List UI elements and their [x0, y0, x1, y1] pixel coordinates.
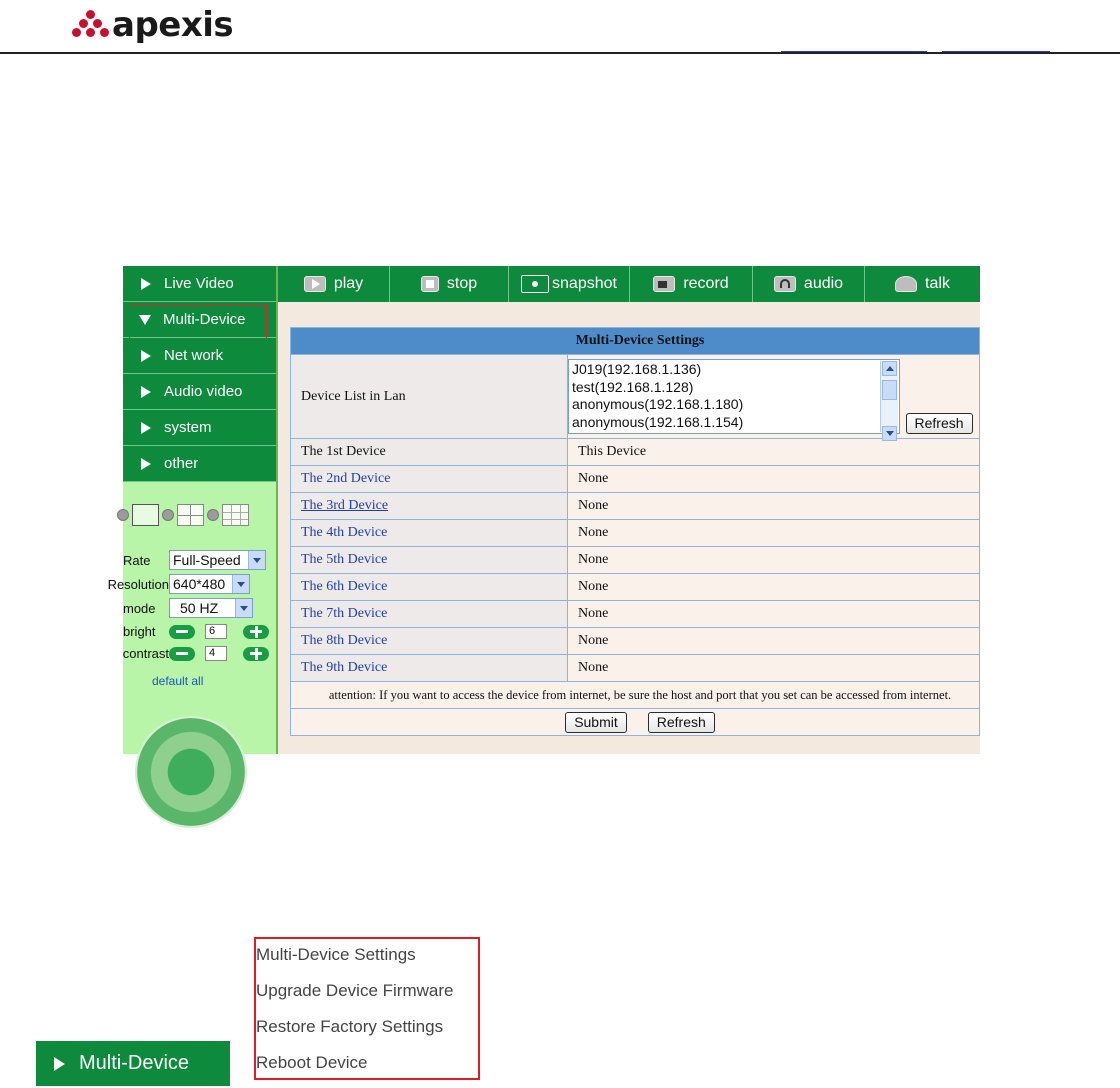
device-link[interactable]: The 2nd Device — [301, 471, 391, 486]
table-header — [291, 328, 980, 355]
device-label — [291, 574, 568, 601]
minus-icon[interactable] — [169, 647, 195, 661]
sidebar-item-label: Multi-Device — [79, 1052, 190, 1074]
table-row — [291, 547, 980, 574]
scroll-down-icon[interactable] — [882, 426, 897, 441]
sidebar-item-label: Multi-Device — [163, 311, 246, 328]
multi-device-settings-panel — [290, 327, 980, 736]
resolution-select[interactable] — [169, 574, 250, 594]
sidebar-item-multi-device[interactable] — [36, 1041, 230, 1086]
table-row — [291, 601, 980, 628]
refresh-list-button[interactable]: Refresh — [906, 413, 973, 434]
settings-title: Multi-Device Settings — [291, 328, 980, 355]
device-link[interactable]: The 8th Device — [301, 633, 388, 648]
apexis-logo — [72, 5, 234, 45]
attention-note: attention: If you want to access the device from internet, be sure the host and port that you set can be accessed from internet. — [291, 682, 980, 709]
play-icon — [304, 276, 326, 292]
device-value: None — [568, 574, 980, 601]
mode-label: mode — [123, 600, 156, 616]
scroll-thumb[interactable] — [882, 380, 897, 400]
resolution-label: Resolution — [107, 576, 169, 592]
audio-label: audio — [803, 275, 844, 292]
device-list-box[interactable] — [568, 359, 900, 434]
table-row — [291, 466, 980, 493]
minus-icon[interactable] — [169, 625, 195, 639]
resolution-value: 640*480 — [173, 576, 226, 592]
toolbar — [278, 266, 980, 302]
plus-icon[interactable] — [243, 625, 269, 639]
triangle-right-icon — [141, 422, 151, 434]
table-row — [291, 628, 980, 655]
view-layout-selector — [123, 499, 276, 531]
plus-icon[interactable] — [243, 647, 269, 661]
attention-row — [291, 682, 980, 709]
sidebar-item-other[interactable] — [123, 446, 276, 482]
snapshot-label: snapshot — [552, 275, 617, 292]
list-item[interactable]: anonymous(192.168.1.180) — [572, 396, 744, 412]
stop-icon — [421, 276, 439, 292]
bright-value[interactable]: 6 — [205, 624, 227, 639]
header-divider — [0, 52, 1120, 54]
device-list-cell — [568, 355, 980, 439]
triangle-right-icon — [141, 386, 151, 398]
logo-text: apexis — [112, 5, 234, 45]
stop-button[interactable] — [390, 266, 509, 302]
device-label — [291, 547, 568, 574]
single-view-icon[interactable] — [132, 504, 159, 526]
table-row — [291, 493, 980, 520]
resolution-control — [107, 574, 276, 594]
scroll-up-icon[interactable] — [882, 361, 897, 376]
device-link[interactable]: The 6th Device — [301, 579, 388, 594]
submenu-item-multi-device-settings[interactable]: Multi-Device Settings — [256, 945, 416, 964]
talk-label: talk — [925, 275, 950, 292]
device-link[interactable]: The 4th Device — [301, 525, 388, 540]
device-value: None — [568, 628, 980, 655]
sidebar-item-audio-video[interactable] — [123, 374, 276, 410]
submit-button[interactable]: Submit — [565, 712, 627, 733]
triangle-right-icon — [54, 1057, 65, 1071]
device-link[interactable]: The 5th Device — [301, 552, 388, 567]
record-label: record — [683, 275, 729, 292]
sidebar-item-label: Live Video — [164, 275, 234, 292]
sidebar-item-live-video[interactable] — [123, 266, 276, 302]
table-row — [291, 655, 980, 682]
multi-device-submenu — [254, 937, 480, 1080]
rate-select[interactable] — [169, 550, 266, 570]
bright-control — [123, 624, 276, 639]
scrollbar[interactable] — [880, 361, 898, 432]
sidebar-item-label: other — [164, 455, 199, 472]
action-cell — [291, 709, 980, 736]
chevron-down-icon — [232, 575, 249, 593]
layout-radio[interactable] — [117, 509, 129, 521]
snapshot-button[interactable] — [509, 266, 630, 302]
audio-button[interactable] — [753, 266, 865, 302]
chevron-down-icon — [248, 551, 265, 569]
mode-select[interactable] — [169, 598, 253, 618]
layout-radio[interactable] — [162, 509, 174, 521]
record-button[interactable] — [630, 266, 753, 302]
list-item[interactable]: J019(192.168.1.136) — [572, 361, 702, 377]
chevron-down-icon — [235, 599, 252, 617]
submenu-item-restore-factory[interactable]: Restore Factory Settings — [256, 1017, 444, 1036]
header-link[interactable] — [942, 50, 1050, 52]
mode-control — [123, 598, 276, 618]
device-list-label: Device List in Lan — [291, 355, 568, 439]
table-row — [291, 574, 980, 601]
device-label — [291, 628, 568, 655]
device-value: None — [568, 466, 980, 493]
quad-view-icon[interactable] — [177, 504, 204, 526]
ptz-joystick[interactable] — [135, 716, 247, 828]
rate-label: Rate — [123, 552, 151, 568]
mode-value: 50 HZ — [180, 600, 219, 616]
device-label — [291, 520, 568, 547]
sidebar-item-label: system — [164, 419, 212, 436]
stop-label: stop — [446, 275, 478, 292]
device-label — [291, 655, 568, 682]
play-button[interactable] — [278, 266, 390, 302]
list-item[interactable]: test(192.168.1.128) — [572, 378, 694, 395]
device-label — [291, 466, 568, 493]
play-label: play — [333, 275, 364, 292]
device-link[interactable]: The 7th Device — [301, 606, 388, 621]
table-row — [291, 439, 980, 466]
triangle-right-icon — [141, 350, 151, 362]
sidebar-menu — [123, 266, 276, 482]
device-label — [291, 601, 568, 628]
device-value: None — [568, 601, 980, 628]
list-item[interactable]: anonymous(192.168.1.154) — [572, 413, 744, 430]
sidebar-item-network[interactable] — [123, 338, 276, 374]
device-value: None — [568, 547, 980, 574]
device-value: None — [568, 493, 980, 520]
contrast-control — [123, 646, 276, 661]
device-value: None — [568, 520, 980, 547]
action-row — [291, 709, 980, 736]
microphone-icon — [895, 276, 917, 292]
sidebar-item-label: Net work — [164, 347, 224, 364]
device-value: None — [568, 655, 980, 682]
contrast-label: contrast — [122, 646, 169, 661]
sidebar-item-multi-device[interactable] — [123, 302, 276, 338]
sidebar-item-system[interactable] — [123, 410, 276, 446]
settings-table — [290, 327, 980, 736]
headphones-icon — [774, 276, 796, 292]
camera-web-ui — [107, 266, 980, 754]
talk-button[interactable] — [865, 266, 980, 302]
device-link[interactable]: The 9th Device — [301, 660, 388, 675]
camera-icon — [521, 275, 549, 293]
sidebar — [107, 266, 278, 754]
submenu-item-reboot-device[interactable]: Reboot Device — [256, 1053, 368, 1072]
layout-radio[interactable] — [207, 509, 219, 521]
contrast-value[interactable]: 4 — [205, 646, 227, 661]
submenu-item-upgrade-firmware[interactable]: Upgrade Device Firmware — [256, 981, 454, 1000]
header-link[interactable] — [781, 50, 927, 52]
triangle-right-icon — [141, 458, 151, 470]
triangle-right-icon — [141, 278, 151, 290]
sidebar-item-label: Audio video — [164, 383, 243, 400]
logo-mark-icon — [72, 10, 110, 40]
video-camera-icon — [653, 276, 675, 292]
bright-label: bright — [123, 624, 156, 639]
device-list-row — [291, 355, 980, 439]
device-value: This Device — [568, 439, 980, 466]
default-all-link[interactable]: default all — [152, 674, 204, 688]
nine-view-icon[interactable] — [222, 504, 249, 526]
table-row — [291, 520, 980, 547]
rate-control — [123, 550, 276, 570]
refresh-button[interactable]: Refresh — [648, 712, 715, 733]
highlight-box — [129, 304, 267, 340]
rate-value: Full-Speed — [173, 552, 241, 568]
device-link[interactable]: The 3rd Device — [301, 498, 389, 513]
device-label — [291, 493, 568, 520]
device-label: The 1st Device — [291, 439, 568, 466]
